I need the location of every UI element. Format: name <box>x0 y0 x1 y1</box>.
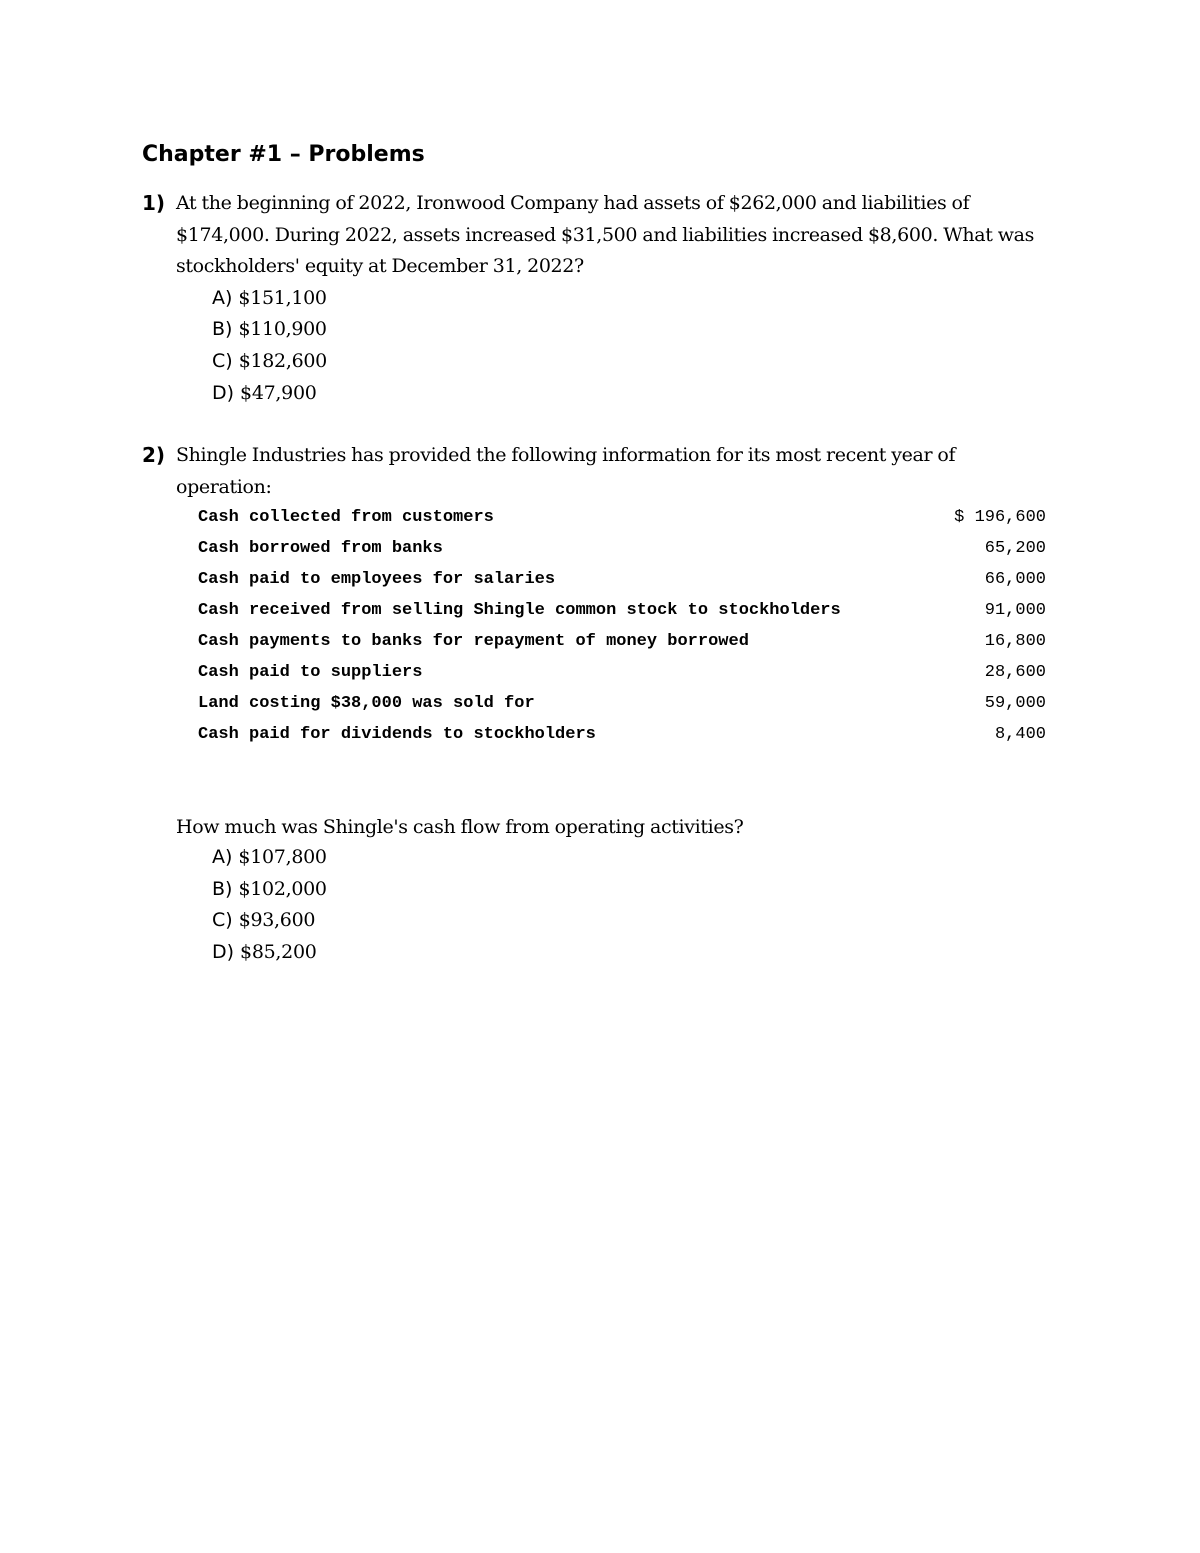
option-letter: A) <box>212 846 233 868</box>
table-item: Land costing $38,000 was sold for <box>198 693 535 713</box>
table-item: Cash received from selling Shingle common stock to stockholders <box>198 600 841 620</box>
answer-option-c <box>212 905 327 937</box>
table-item: Cash collected from customers <box>198 507 494 527</box>
table-row <box>198 533 1046 564</box>
answer-option-b <box>212 874 327 906</box>
table-item: Cash paid to employees for salaries <box>198 569 556 589</box>
question-text: At the beginning of 2022, Ironwood Company had assets of $262,000 and liabilities of $174,000. During 2022, assets increased $31,500 and liabilities increased $8,600. What was stockholders' equity at December 31, 2022? <box>176 192 1035 277</box>
table-amount: 91,000 <box>984 600 1046 620</box>
table-amount: 59,000 <box>984 693 1046 713</box>
table-row <box>198 657 1046 688</box>
answer-option-c <box>212 346 1052 378</box>
table-amount: $ 196,600 <box>954 507 1046 527</box>
table-amount: 66,000 <box>984 569 1046 589</box>
option-value: $102,000 <box>238 877 327 900</box>
table-amount: 16,800 <box>984 631 1046 651</box>
option-value: $107,800 <box>238 846 327 868</box>
answer-options <box>212 842 327 969</box>
option-letter: D) <box>212 941 235 964</box>
option-letter: B) <box>212 877 233 900</box>
table-amount: 28,600 <box>984 662 1046 682</box>
question-number: 1) <box>142 191 166 215</box>
option-letter: A) <box>212 286 233 309</box>
table-item: Cash payments to banks for repayment of money borrowed <box>198 631 749 651</box>
question-text: Shingle Industries has provided the following information for its most recent year of operation: <box>176 444 956 498</box>
table-row <box>198 502 1046 533</box>
option-letter: C) <box>212 909 233 932</box>
table-item: Cash borrowed from banks <box>198 538 443 558</box>
question-number: 2) <box>142 443 166 467</box>
option-value: $47,900 <box>240 381 317 404</box>
option-value: $93,600 <box>238 909 316 932</box>
answer-option-b <box>212 314 1052 346</box>
answer-option-d <box>212 937 327 969</box>
table-row <box>198 626 1046 657</box>
table-row <box>198 719 1046 750</box>
option-value: $151,100 <box>238 286 327 309</box>
table-amount: 8,400 <box>994 724 1046 744</box>
table-row <box>198 688 1046 719</box>
chapter-title: Chapter #1 – Problems <box>142 142 425 167</box>
option-value: $110,900 <box>238 318 327 341</box>
option-value: $182,600 <box>238 349 327 372</box>
cash-information-table <box>198 502 1046 750</box>
answer-option-a <box>212 283 1052 315</box>
table-row <box>198 595 1046 626</box>
table-item: Cash paid to suppliers <box>198 662 423 682</box>
answer-option-a <box>212 842 327 874</box>
answer-option-d <box>212 378 1052 410</box>
option-letter: B) <box>212 318 233 341</box>
option-value: $85,200 <box>240 941 317 964</box>
question-prompt: How much was Shingle's cash flow from operating activities? <box>176 816 744 838</box>
option-letter: C) <box>212 349 233 372</box>
table-row <box>198 564 1046 595</box>
answer-options <box>212 283 1052 410</box>
table-amount: 65,200 <box>984 538 1046 558</box>
option-letter: D) <box>212 381 235 404</box>
question-1 <box>142 188 1052 409</box>
table-item: Cash paid for dividends to stockholders <box>198 724 596 744</box>
question-2 <box>142 440 1052 503</box>
